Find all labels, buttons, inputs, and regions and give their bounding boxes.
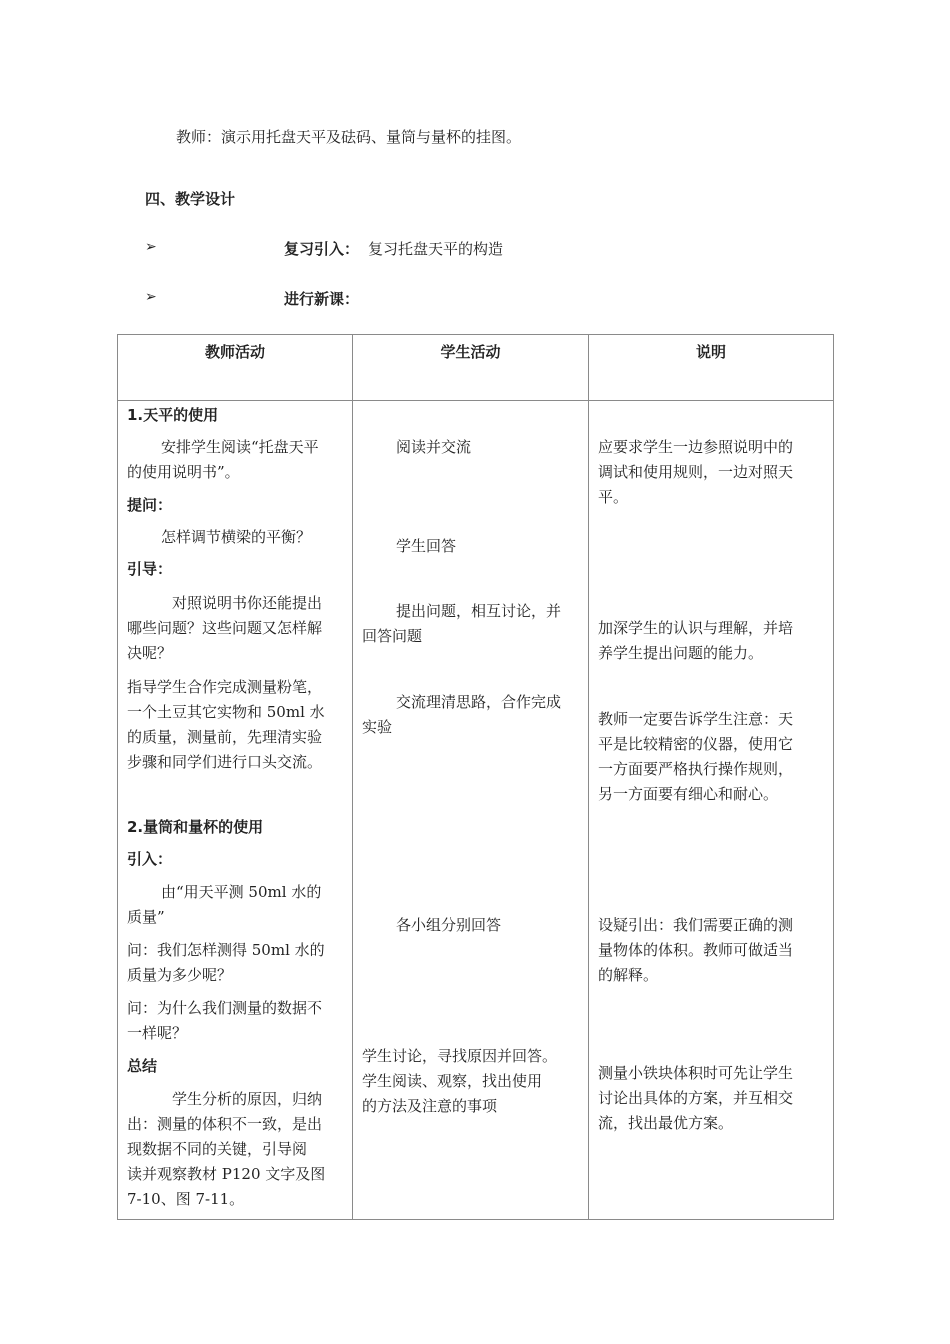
teacher-text: 现数据不同的关键，引导阅: [127, 1140, 308, 1158]
bullet-arrow-icon: ➢: [145, 239, 157, 255]
note-text: 讨论出具体的方案，并互相交: [598, 1089, 794, 1107]
note-text: 教师一定要告诉学生注意：天: [598, 710, 794, 728]
teacher-text: 问：我们怎样测得 50ml 水的: [127, 941, 325, 959]
student-text: 阅读并交流: [396, 438, 472, 456]
notes-cell: [589, 401, 834, 1220]
lesson-table: [117, 334, 834, 1220]
teacher-text: 的使用说明书”。: [127, 463, 240, 481]
teacher-text: 由“用天平测 50ml 水的: [161, 883, 322, 901]
teacher-text: 质量”: [127, 908, 165, 926]
table-header-row: [118, 335, 834, 401]
student-text: 学生阅读、观察，找出使用: [362, 1072, 543, 1090]
note-text: 加深学生的认识与理解，并培: [598, 619, 794, 637]
student-text: 交流理清思路，合作完成: [396, 693, 562, 711]
intro-label: 引入：: [127, 850, 173, 868]
note-text: 的解释。: [598, 966, 659, 984]
header-notes: 说明: [695, 343, 726, 361]
note-text: 一方面要严格执行操作规则，: [598, 760, 794, 778]
note-text: 平是比较精密的仪器，使用它: [598, 735, 794, 753]
teacher-text: 步骤和同学们进行口头交流。: [127, 753, 323, 771]
teacher-text: 一个土豆其它实物和 50ml 水: [127, 703, 325, 721]
student-text: 各小组分别回答: [396, 916, 502, 934]
teacher-text: 安排学生阅读“托盘天平: [161, 438, 319, 456]
teacher-text: 对照说明书你还能提出: [172, 594, 323, 612]
table-row: [118, 401, 834, 1220]
teacher-text: 决呢？: [127, 644, 173, 662]
student-text: 提出问题，相互讨论，并: [396, 602, 562, 620]
teacher-text: 怎样调节横梁的平衡？: [161, 528, 312, 546]
student-text: 学生讨论，寻找原因并回答。: [362, 1047, 558, 1065]
note-text: 另一方面要有细心和耐心。: [598, 785, 779, 803]
note-text: 设疑引出：我们需要正确的测: [598, 916, 794, 934]
note-text: 应要求学生一边参照说明中的: [598, 438, 794, 456]
student-text: 学生回答: [396, 537, 457, 555]
student-text: 实验: [362, 718, 393, 736]
bullet-review-text: 复习托盘天平的构造: [368, 240, 504, 258]
student-activity-cell: [353, 401, 589, 1220]
student-text: 回答问题: [362, 627, 423, 645]
section2-title: 2.量筒和量杯的使用: [127, 818, 264, 836]
header-student-activity: 学生活动: [440, 343, 501, 361]
bullet-arrow-icon: ➢: [145, 289, 157, 305]
note-text: 量物体的体积。教师可做适当: [598, 941, 794, 959]
teacher-text: 7-10、图 7-11。: [127, 1190, 245, 1208]
guide-label: 引导：: [127, 560, 173, 578]
ask-label: 提问：: [127, 496, 173, 514]
teacher-activity-cell: [118, 401, 353, 1220]
note-text: 平。: [598, 488, 629, 506]
note-text: 测量小铁块体积时可先让学生: [598, 1064, 794, 1082]
header-teacher-activity: 教师活动: [204, 343, 265, 361]
teacher-text: 出：测量的体积不一致，是出: [127, 1115, 323, 1133]
teacher-text: 的质量，测量前，先理清实验: [127, 728, 323, 746]
teacher-text: 哪些问题？这些问题又怎样解: [127, 619, 323, 637]
section1-title: 1.天平的使用: [127, 406, 219, 424]
summary-label: 总结: [127, 1057, 158, 1075]
teacher-text: 读并观察教材 P120 文字及图: [127, 1165, 326, 1183]
student-text: 的方法及注意的事项: [362, 1097, 498, 1115]
section-heading: 四、教学设计: [145, 190, 236, 208]
bullet-newlesson-label: 进行新课：: [284, 290, 360, 308]
teacher-text: 问：为什么我们测量的数据不: [127, 999, 323, 1017]
teacher-text: 学生分析的原因，归纳: [172, 1090, 323, 1108]
bullet-review-label: 复习引入：: [284, 240, 360, 258]
note-text: 养学生提出问题的能力。: [598, 644, 764, 662]
note-text: 调试和使用规则，一边对照天: [598, 463, 794, 481]
intro-line: 教师：演示用托盘天平及砝码、量筒与量杯的挂图。: [176, 128, 522, 146]
teacher-text: 一样呢？: [127, 1024, 188, 1042]
note-text: 流，找出最优方案。: [598, 1114, 734, 1132]
teacher-text: 质量为多少呢？: [127, 966, 233, 984]
teacher-text: 指导学生合作完成测量粉笔，: [127, 678, 323, 696]
